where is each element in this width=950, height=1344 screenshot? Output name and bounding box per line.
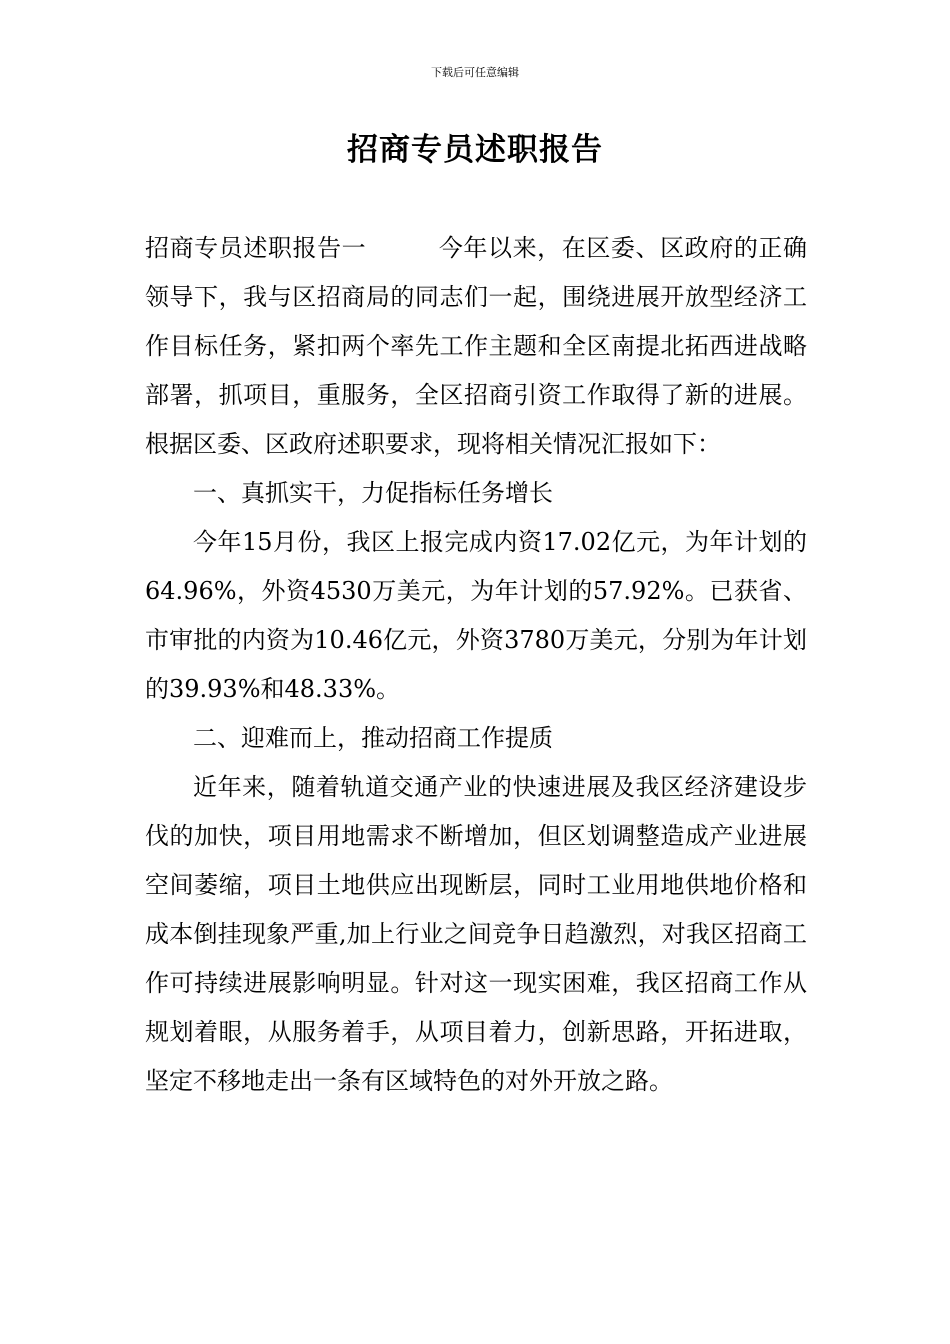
document-body xyxy=(145,224,807,1106)
section-heading-2: 二、迎难而上，推动招商工作提质 xyxy=(193,724,553,752)
section-paragraph-1: 今年15月份，我区上报完成内资17.02亿元，为年计划的64.96%，外资4530万美元，为年计划的57.92%。已获省、市审批的内资为10.46亿元，外资3780万美元，分别为年计划的39.93%和48.33%。 xyxy=(145,528,807,703)
intro-lead: 招商专员述职报告一 xyxy=(145,234,367,262)
section-paragraph-2: 近年来，随着轨道交通产业的快速进展及我区经济建设步伐的加快，项目用地需求不断增加，但区划调整造成产业进展空间萎缩，项目土地供应出现断层，同时工业用地供地价格和成本倒挂现象严重,加上行业之间竞争日趋激烈，对我区招商工作可持续进展影响明显。针对这一现实困难，我区招商工作从规划着眼，从服务着手，从项目着力，创新思路，开拓进取，坚定不移地走出一条有区域特色的对外开放之路。 xyxy=(145,773,807,1095)
section-heading-1: 一、真抓实干，力促指标任务增长 xyxy=(193,479,553,507)
header-note: 下载后可任意编辑 xyxy=(431,66,519,79)
document-title: 招商专员述职报告 xyxy=(347,132,603,168)
intro-text: 今年以来，在区委、区政府的正确领导下，我与区招商局的同志们一起，围绕进展开放型经济工作目标任务，紧扣两个率先工作主题和全区南提北拓西进战略部署，抓项目，重服务，全区招商引资工作取得了新的进展。根据区委、区政府述职要求，现将相关情况汇报如下： xyxy=(145,234,807,458)
intro-paragraph xyxy=(145,224,807,469)
